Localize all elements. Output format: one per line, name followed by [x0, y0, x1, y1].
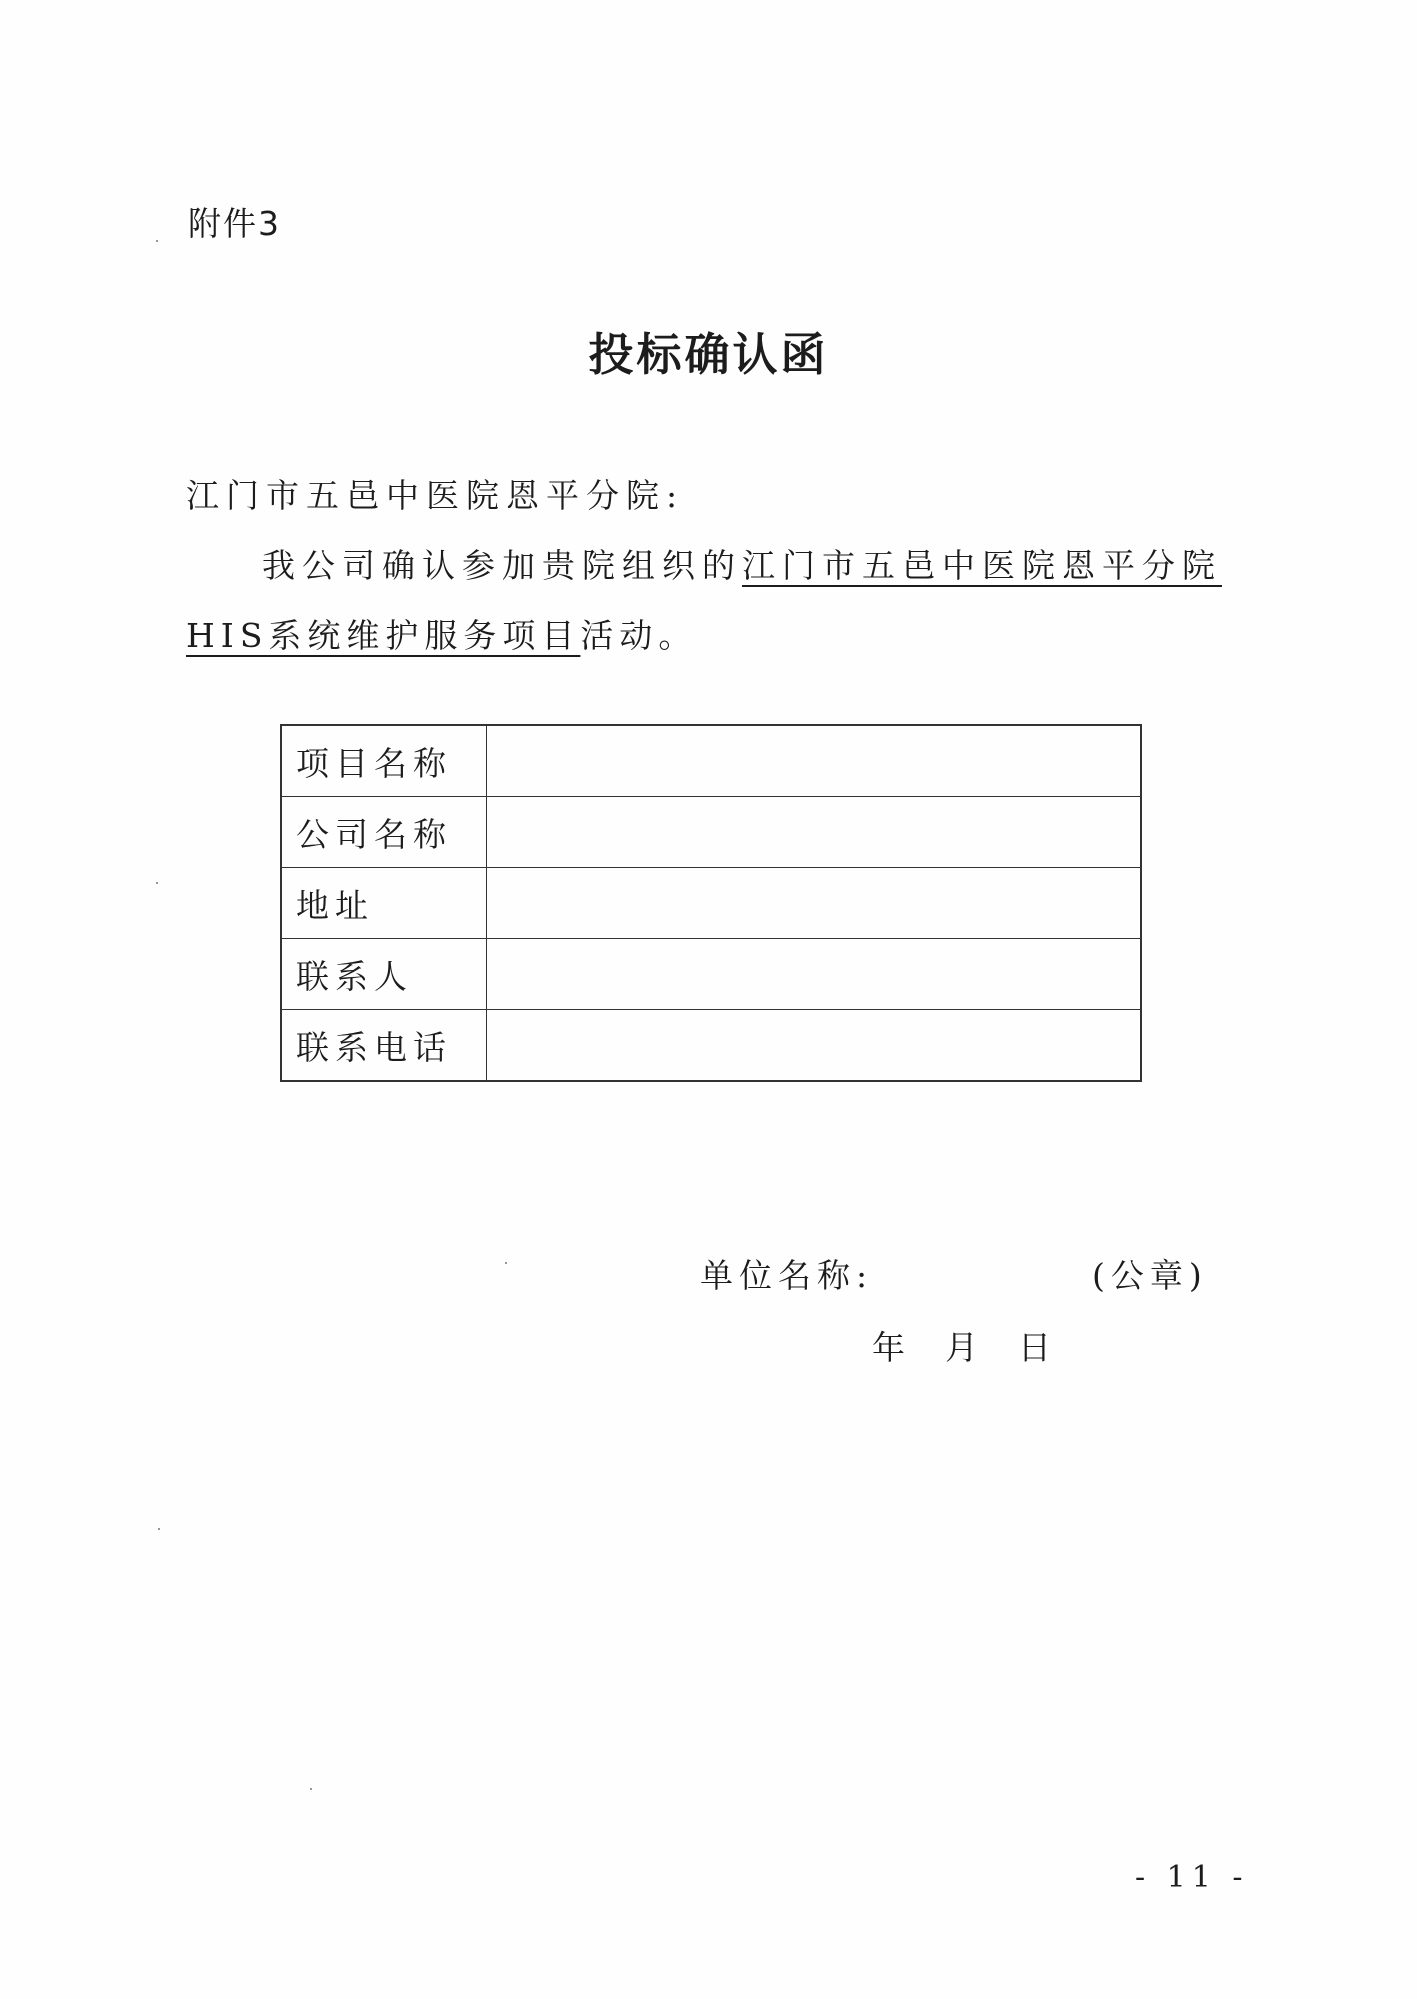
row-value-field: [487, 1010, 1142, 1082]
table-row: [281, 797, 1141, 868]
row-value-field: [487, 868, 1142, 939]
date-month: 月: [945, 1328, 978, 1367]
row-label: 联系电话: [281, 1010, 487, 1082]
scan-speck: [158, 1528, 160, 1530]
row-value-field: [487, 939, 1142, 1010]
document-title: 投标确认函: [588, 328, 829, 381]
body-line-1-prefix: 我公司确认参加贵院组织的: [262, 546, 742, 585]
date-line: [872, 1322, 1091, 1369]
date-year: 年: [872, 1328, 905, 1367]
info-table: [280, 724, 1142, 1082]
row-value-field: [487, 725, 1142, 797]
row-label: 联系人: [281, 939, 487, 1010]
unit-name-label: 单位名称:: [700, 1256, 874, 1295]
salutation: 江门市五邑中医院恩平分院:: [186, 476, 685, 515]
body-line-2: [186, 610, 697, 657]
scan-speck: [310, 1788, 312, 1790]
body-line-1-hospital: 江门市五邑中医院恩平分院: [742, 546, 1222, 585]
seal-note: (公章): [1092, 1256, 1208, 1295]
body-line-2-suffix: 活动。: [580, 616, 698, 655]
table-row: [281, 939, 1141, 1010]
row-value-field: [487, 797, 1142, 868]
table-row: [281, 868, 1141, 939]
scan-speck: [156, 240, 158, 242]
body-line-2-project: HIS系统维护服务项目: [186, 616, 581, 655]
scan-speck: [156, 882, 158, 884]
table-row: [281, 725, 1141, 797]
row-label: 公司名称: [281, 797, 487, 868]
scan-speck: [505, 1262, 507, 1264]
page-number: - 11 -: [1135, 1860, 1249, 1895]
row-label: 项目名称: [281, 725, 487, 797]
body-line-1: [262, 540, 1222, 587]
table-row: [281, 1010, 1141, 1082]
attachment-label: 附件3: [188, 204, 281, 243]
row-label: 地址: [281, 868, 487, 939]
date-day: 日: [1018, 1328, 1051, 1367]
